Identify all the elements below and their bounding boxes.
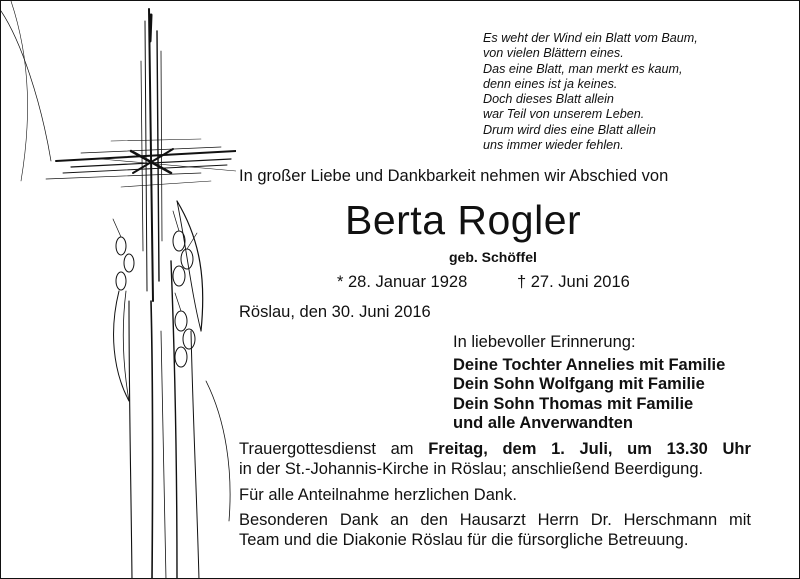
poem-line: denn eines ist ja keines.	[483, 76, 618, 91]
mourner: Dein Sohn Wolfgang mit Familie	[453, 375, 705, 394]
mourner: und alle Anverwandten	[453, 413, 634, 432]
mourner: Deine Tochter Annelies mit Familie	[453, 356, 726, 374]
special-thanks-line-1: Besonderen Dank an den Hausarzt Herrn Dr. Herschmann mit	[239, 511, 751, 529]
poem-line: Es weht der Wind ein Blatt vom Baum,	[483, 31, 698, 45]
cross-wheat-artwork	[1, 1, 236, 579]
service-notice	[239, 440, 751, 479]
mourners-list	[453, 356, 725, 433]
death-date: † 27. Juni 2016	[517, 273, 630, 291]
poem-line: Doch dieses Blatt allein	[483, 92, 614, 107]
special-thanks-line-2: Team und die Diakonie Röslau für die fürsorgliche Betreuung.	[239, 530, 689, 549]
maiden-name: geb. Schöffel	[449, 249, 537, 265]
thanks-text: Für alle Anteilnahme herzlichen Dank.	[239, 486, 517, 504]
special-thanks	[239, 511, 751, 550]
birth-date: * 28. Januar 1928	[337, 273, 468, 291]
poem-line: Drum wird dies eine Blatt allein	[483, 122, 656, 137]
poem-line: Das eine Blatt, man merkt es kaum,	[483, 61, 683, 76]
deceased-name: Berta Rogler	[345, 197, 582, 243]
service-line-1: Trauergottesdienst am Freitag, dem 1. Juli, um 13.30 Uhr	[239, 440, 751, 458]
memory-label: In liebevoller Erinnerung:	[453, 333, 636, 351]
mourner: Dein Sohn Thomas mit Familie	[453, 394, 694, 413]
poem-line: uns immer wieder fehlen.	[483, 138, 624, 153]
poem-line: von vielen Blättern eines.	[483, 46, 624, 61]
place-date: Röslau, den 30. Juni 2016	[239, 303, 431, 321]
poem	[483, 31, 783, 153]
life-dates	[337, 273, 630, 292]
intro-text: In großer Liebe und Dankbarkeit nehmen wir Abschied von	[239, 167, 669, 185]
service-line-2: in der St.-Johannis-Kirche in Röslau; anschließend Beerdigung.	[239, 459, 704, 478]
poem-line: war Teil von unserem Leben.	[483, 107, 645, 122]
